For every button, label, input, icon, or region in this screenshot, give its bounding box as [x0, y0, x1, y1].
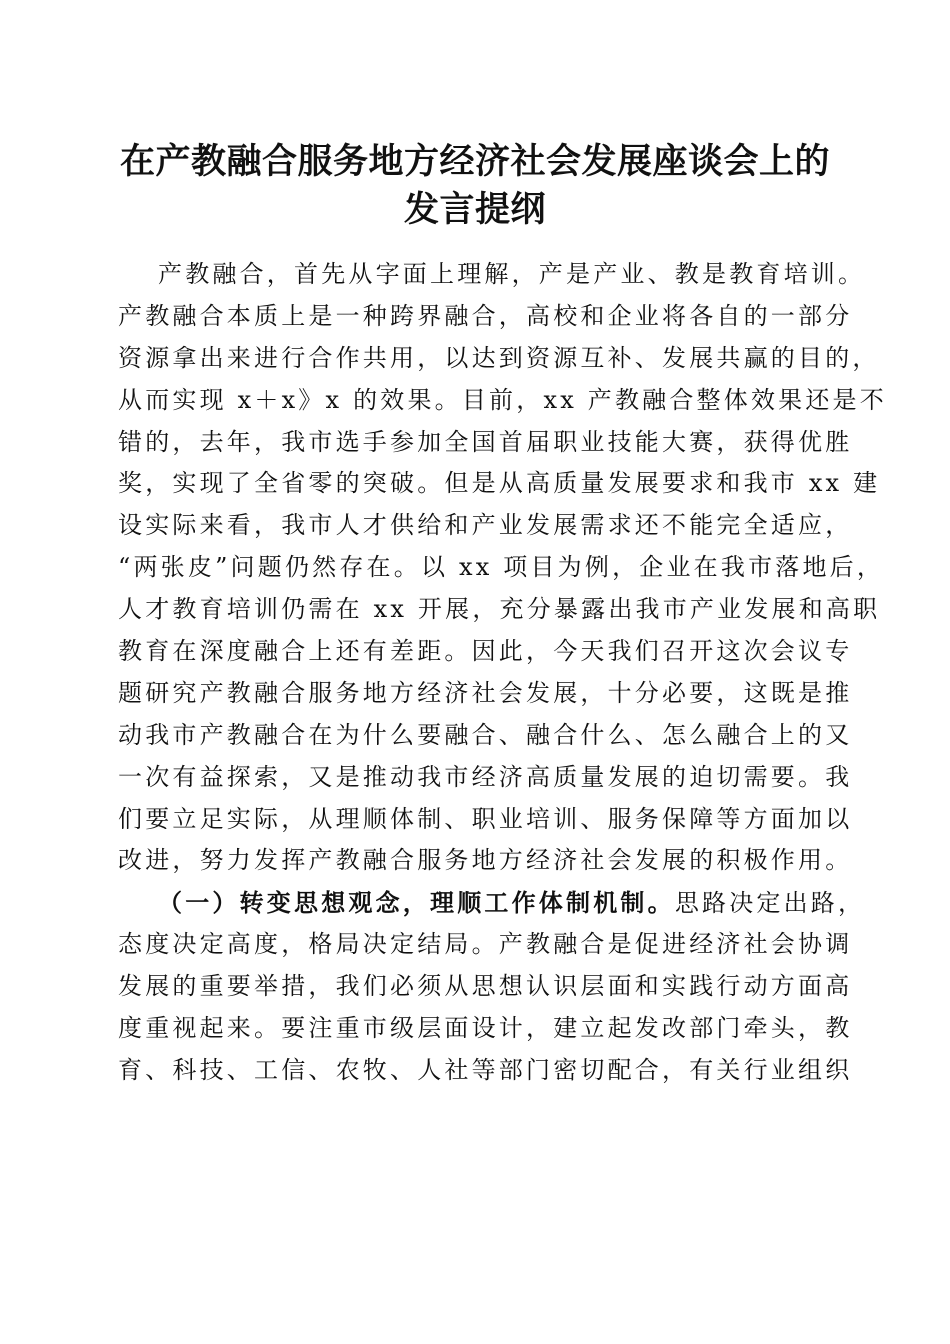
paragraph-line: 奖，实现了全省零的突破。但是从高质量发展要求和我市 xx 建: [118, 469, 881, 498]
paragraph-line: 设实际来看，我市人才供给和产业发展需求还不能完全适应，: [118, 511, 853, 540]
title-line: 发言提纲: [403, 189, 546, 230]
section-line: 发展的重要举措，我们必须从思想认识层面和实践行动方面高: [118, 972, 853, 1001]
paragraph-line: 题研究产教融合服务地方经济社会发展，十分必要，这既是推: [118, 678, 853, 707]
paragraph-line: 产教融合本质上是一种跨界融合，高校和企业将各自的一部分: [118, 301, 853, 330]
title-line: 在产教融合服务地方经济社会发展座谈会上的: [119, 141, 830, 182]
paragraph-line: 人才教育培训仍需在 xx 开展，充分暴露出我市产业发展和高职: [118, 595, 881, 624]
document-title: [100, 138, 850, 234]
section-text: 思路决定出路，: [674, 889, 866, 918]
paragraph-line: “两张皮”问题仍然存在。以 xx 项目为例，企业在我市落地后，: [118, 553, 885, 582]
document-body: [118, 254, 887, 1092]
section-line: 态度决定高度，格局决定结局。产教融合是促进经济社会协调: [118, 930, 853, 959]
paragraph-line: 产教融合，首先从字面上理解，产是产业、教是教育培训。: [158, 260, 866, 288]
paragraph-line: 一次有益探索，又是推动我市经济高质量发展的迫切需要。我: [118, 762, 853, 791]
section-heading: （一）转变思想观念，理顺工作体制机制。: [158, 888, 675, 918]
section-first-line: [118, 882, 866, 924]
paragraph-line: 从而实现 x＋x》x 的效果。目前，xx 产教融合整体效果还是不: [118, 385, 887, 414]
paragraph-line: 资源拿出来进行合作共用，以达到资源互补、发展共赢的目的，: [118, 343, 880, 372]
paragraph-line: 错的，去年，我市选手参加全国首届职业技能大赛，获得优胜: [118, 427, 853, 456]
section-line: 度重视起来。要注重市级层面设计，建立起发改部门牵头，教: [118, 1014, 853, 1043]
paragraph-line: 改进，努力发挥产教融合服务地方经济社会发展的积极作用。: [118, 846, 853, 875]
section-line: 育、科技、工信、农牧、人社等部门密切配合，有关行业组织: [118, 1055, 853, 1084]
paragraph-line: 教育在深度融合上还有差距。因此，今天我们召开这次会议专: [118, 637, 853, 666]
paragraph-line: 动我市产教融合在为什么要融合、融合什么、怎么融合上的又: [118, 720, 853, 749]
paragraph-line: 们要立足实际，从理顺体制、职业培训、服务保障等方面加以: [118, 804, 853, 833]
